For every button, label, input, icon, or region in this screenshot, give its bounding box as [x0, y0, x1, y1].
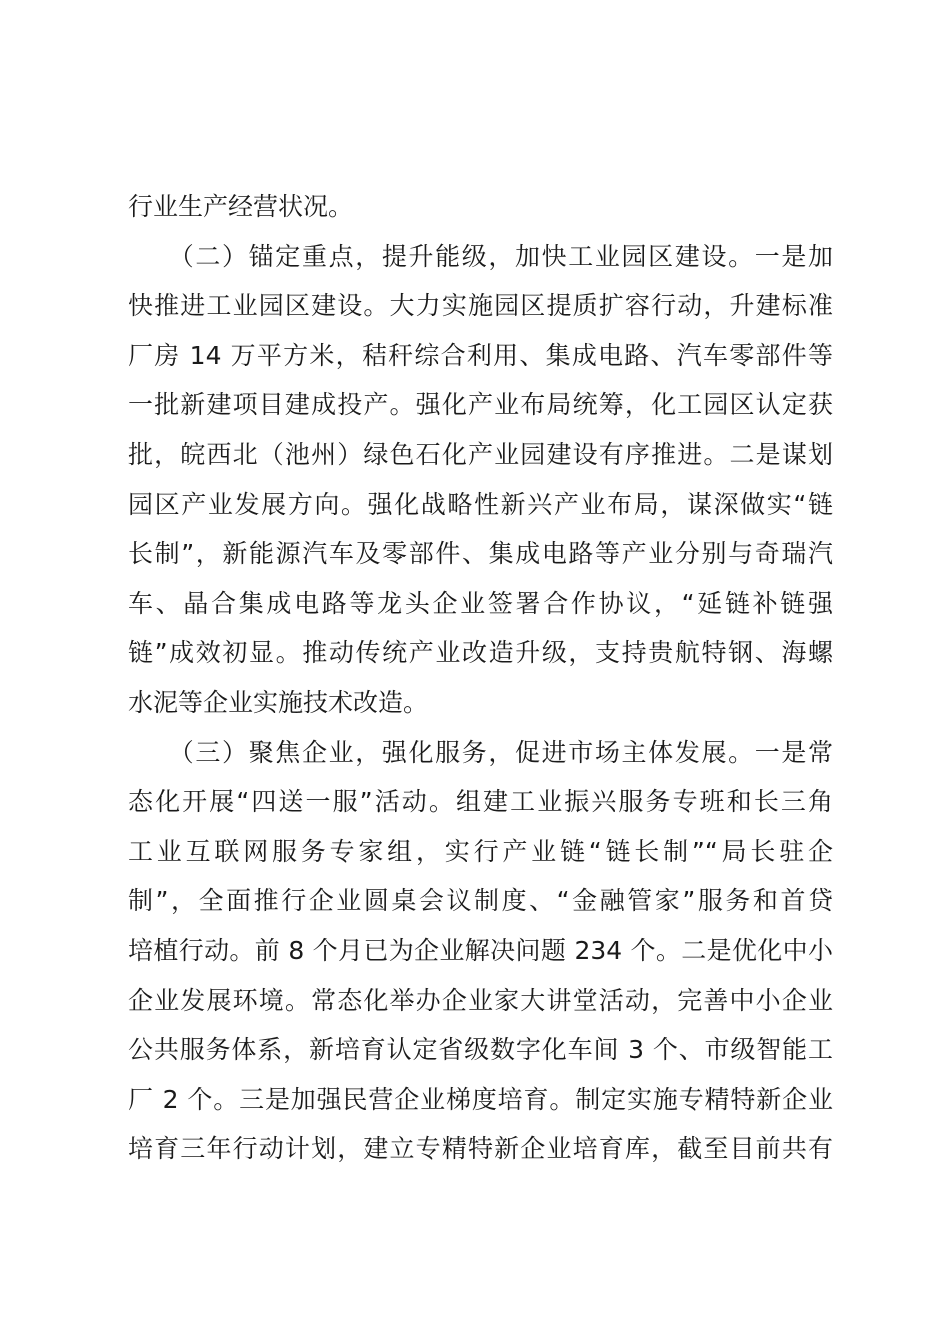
text-line: 链”成效初显。推动传统产业改造升级，支持贵航特钢、海螺 [128, 638, 833, 668]
body-text [128, 182, 833, 1174]
text-line: 批，皖西北（池州）绿色石化产业园建设有序推进。二是谋划 [128, 439, 833, 469]
text-line: 车、晶合集成电路等龙头企业签署合作协议，“延链补链强 [128, 588, 833, 618]
text-line: 水泥等企业实施技术改造。 [128, 687, 429, 717]
text-line: 公共服务体系，新培育认定省级数字化车间 3 个、市级智能工 [128, 1035, 833, 1065]
text-line: （三）聚焦企业，强化服务，促进市场主体发展。一是常 [128, 737, 833, 767]
text-line: 制”，全面推行企业圆桌会议制度、“金融管家”服务和首贷 [128, 886, 833, 916]
text-line: 厂 2 个。三是加强民营企业梯度培育。制定实施专精特新企业 [128, 1084, 833, 1114]
text-line: 工业互联网服务专家组，实行产业链“链长制”“局长驻企 [128, 836, 833, 866]
text-line: 培育三年行动计划，建立专精特新企业培育库，截至目前共有 [128, 1134, 833, 1164]
text-line: 长制”，新能源汽车及零部件、集成电路等产业分别与奇瑞汽 [128, 539, 833, 569]
text-line: 培植行动。前 8 个月已为企业解决问题 234 个。二是优化中小 [128, 935, 833, 965]
text-line: 快推进工业园区建设。大力实施园区提质扩容行动，升建标准 [128, 291, 833, 321]
text-line: 态化开展“四送一服”活动。组建工业振兴服务专班和长三角 [128, 787, 833, 817]
text-line: 一批新建项目建成投产。强化产业布局统筹，化工园区认定获 [128, 390, 833, 420]
text-line: 园区产业发展方向。强化战略性新兴产业布局，谋深做实“链 [128, 489, 833, 519]
text-line: 行业生产经营状况。 [128, 192, 354, 221]
text-line: 厂房 14 万平方米，秸秆综合利用、集成电路、汽车零部件等 [128, 340, 833, 370]
text-line: 企业发展环境。常态化举办企业家大讲堂活动，完善中小企业 [128, 985, 833, 1015]
text-line: （二）锚定重点，提升能级，加快工业园区建设。一是加 [128, 241, 833, 271]
